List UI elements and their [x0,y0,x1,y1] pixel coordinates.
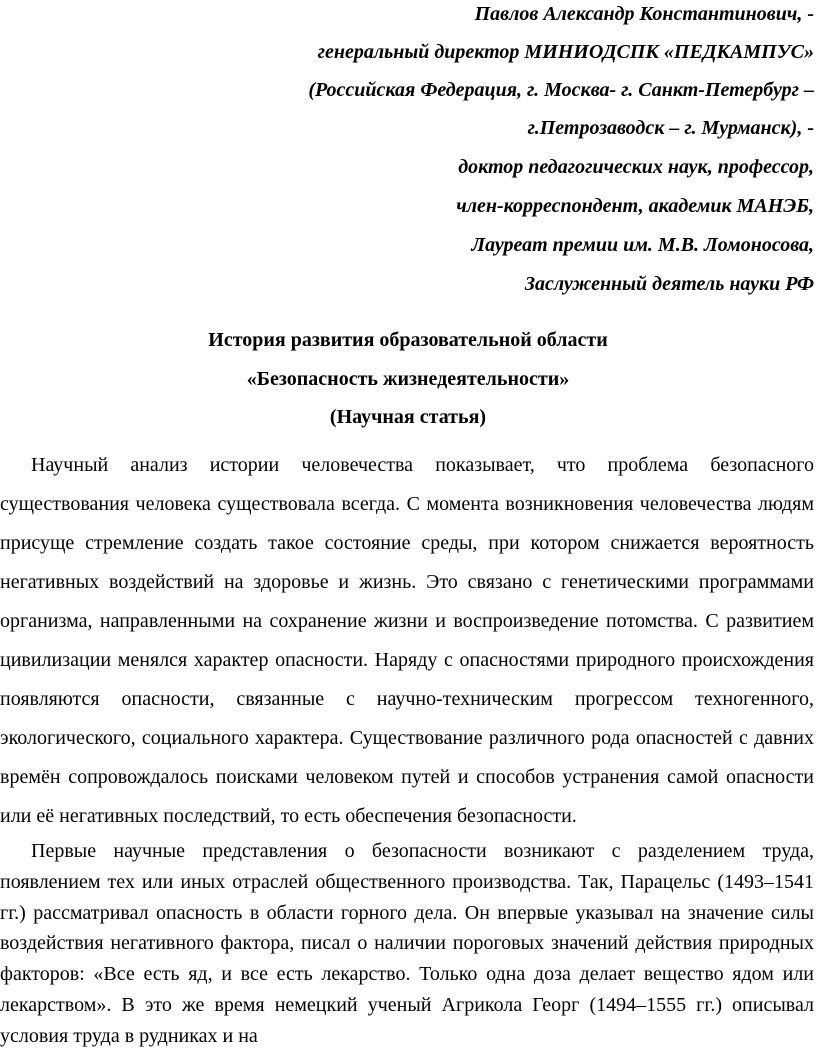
author-line-honor: Заслуженный деятель науки РФ [524,273,814,295]
author-line-location-cont: г.Петрозаводск – г. Мурманск), - [527,117,814,139]
body-paragraph-2: Первые научные представления о безопасности возникают с разделением труда, появлением тех или иных отраслей общественного производства. Так, Парацельс (1493–1541 гг.) рассматривал опасность в области горного дела. Он впервые указывал на значение силы воздействия негативного фактора, писал о наличии пороговых значений действия природных факторов: «Все есть яд, и все есть лекарство. Только одна доза делает вещество ядом или лекарством». В это же время немецкий ученый Агрикола Георг (1494–1555 гг.) описывал условия труда в рудниках и на [0,840,814,1047]
author-line-degree: доктор педагогических наук, профессор, [458,156,814,178]
author-line-location: (Российская Федерация, г. Москва- г. Санкт-Петербург – [308,79,814,101]
article-title-line-2: «Безопасность жизнедеятельности» [246,368,570,390]
author-line-name: Павлов Александр Константинович, - [474,3,814,25]
author-line-award: Лауреат премии им. М.В. Ломоносова, [471,234,814,256]
author-line-academic: член-корреспондент, академик МАНЭБ, [456,195,814,217]
author-line-position: генеральный директор МИНИОДСПК «ПЕДКАМПУС» [317,41,814,63]
body-paragraph-1: Научный анализ истории человечества показывает, что проблема безопасного существования человека существовала всегда. С момента возникновения человечества людям присуще стремление создать такое состояние среды, при котором снижается вероятность негативных воздействий на здоровье и жизнь. Это связано с генетическими программами организма, направленными на сохранение жизни и воспроизведение потомства. С развитием цивилизации менялся характер опасности. Наряду с опасностями природного происхождения появляются опасности, связанные с научно-техническим прогрессом техногенного, экологического, социального характера. Существование различного рода опасностей с давних времён сопровождалось поисками человеком путей и способов устранения самой опасности или её негативных последствий, то есть обеспечения безопасности. [0,454,814,827]
article-title-line-3: (Научная статья) [329,406,487,428]
article-title-line-1: История развития образовательной области [208,329,608,351]
